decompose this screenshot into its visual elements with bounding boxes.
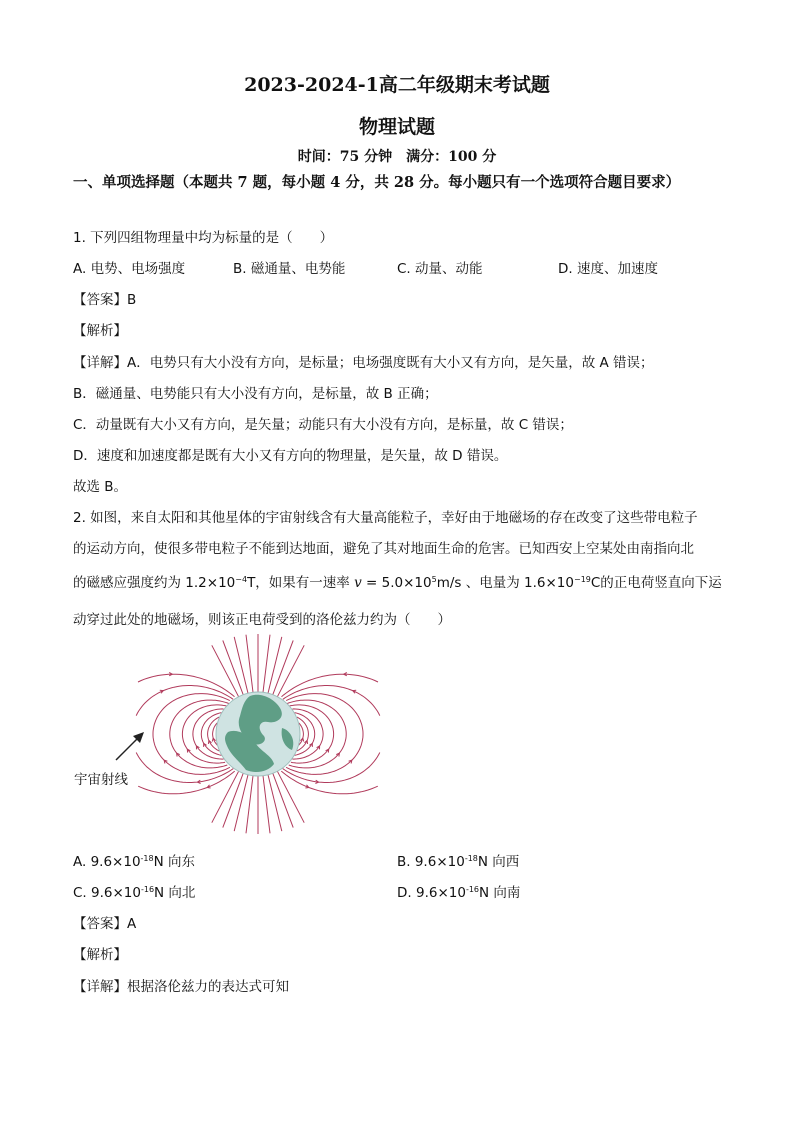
q1-detail-line: 【详解】A．电势只有大小没有方向，是标量；电场强度既有大小又有方向，是矢量，故 A 错误； <box>73 355 654 371</box>
q2-analysis: 【解析】 <box>73 947 127 963</box>
subject-title: 物理试题 <box>358 116 435 138</box>
q2-stem-line: 动穿过此处的地磁场，则该正电荷受到的洛伦兹力约为（ ） <box>73 612 451 628</box>
field-line <box>268 775 282 831</box>
q2-stem-line: 的运动方向，使很多带电粒子不能到达地面，避免了其对地面生命的危害。已知西安上空某处由南指向北 <box>73 541 694 557</box>
q1-option-c: C. 动量、动能 <box>397 261 483 277</box>
q1-detail-line: C．动量既有大小又有方向，是矢量；动能只有大小没有方向，是标量，故 C 错误； <box>73 417 573 433</box>
earth-globe <box>216 692 300 776</box>
field-line <box>263 776 270 834</box>
q1-analysis: 【解析】 <box>73 323 127 339</box>
geomagnetic-field-figure <box>60 632 390 842</box>
q1-answer: 【答案】B <box>73 292 137 308</box>
field-line <box>263 635 270 693</box>
q2-detail: 【详解】根据洛伦兹力的表达式可知 <box>73 979 289 995</box>
q1-detail-line: 故选 B。 <box>73 479 128 495</box>
exam-title: 2023-2024-1高二年级期末考试题 <box>244 74 550 96</box>
q2-stem-line: 2. 如图，来自太阳和其他星体的宇宙射线含有大量高能粒子，幸好由于地磁场的存在改变了这些带电粒子 <box>73 510 698 526</box>
q1-option-a: A. 电势、电场强度 <box>73 261 186 277</box>
cosmic-ray-arrow <box>116 732 144 760</box>
q2-answer: 【答案】A <box>73 916 137 932</box>
q2-option-b: B. $9.6\times 10^{-18}N$ 向西 <box>397 854 520 870</box>
q2-option-d: D. $9.6\times 10^{-16}N$ 向南 <box>397 885 521 901</box>
q1-detail-line: B．磁通量、电势能只有大小没有方向，是标量，故 B 正确； <box>73 386 438 402</box>
q2-stem-line: 的磁感应强度约为 $1.2\times 10^{-4}T$，如果有一速率 $v = 5.0\times 10^5m/s$ 、电量为 $1.6\times 10^{-19}C$的正电荷竖直向下运 <box>73 575 722 591</box>
q1-option-b: B. 磁通量、电势能 <box>233 261 346 277</box>
field-line <box>268 637 282 693</box>
q1-detail-line: D．速度和加速度都是既有大小又有方向的物理量，是矢量，故 D 错误。 <box>73 448 508 464</box>
q1-stem: 1. 下列四组物理量中均为标量的是（ ） <box>73 230 334 246</box>
field-line <box>234 775 248 831</box>
section-heading: 一、单项选择题（本题共 7 题，每小题 4 分，共 28 分。每小题只有一个选项符合题目要求） <box>73 174 681 191</box>
field-line <box>246 635 253 693</box>
field-line <box>234 637 248 693</box>
q2-option-a: A. $9.6\times 10^{-18}N$ 向东 <box>73 854 196 870</box>
q2-option-c: C. $9.6\times 10^{-16}N$ 向北 <box>73 885 196 901</box>
exam-meta: 时间：75 分钟 满分：100 分 <box>297 149 497 165</box>
q1-option-d: D. 速度、加速度 <box>558 261 658 277</box>
cosmic-ray-label: 宇宙射线 <box>74 772 128 788</box>
field-line <box>246 776 253 834</box>
